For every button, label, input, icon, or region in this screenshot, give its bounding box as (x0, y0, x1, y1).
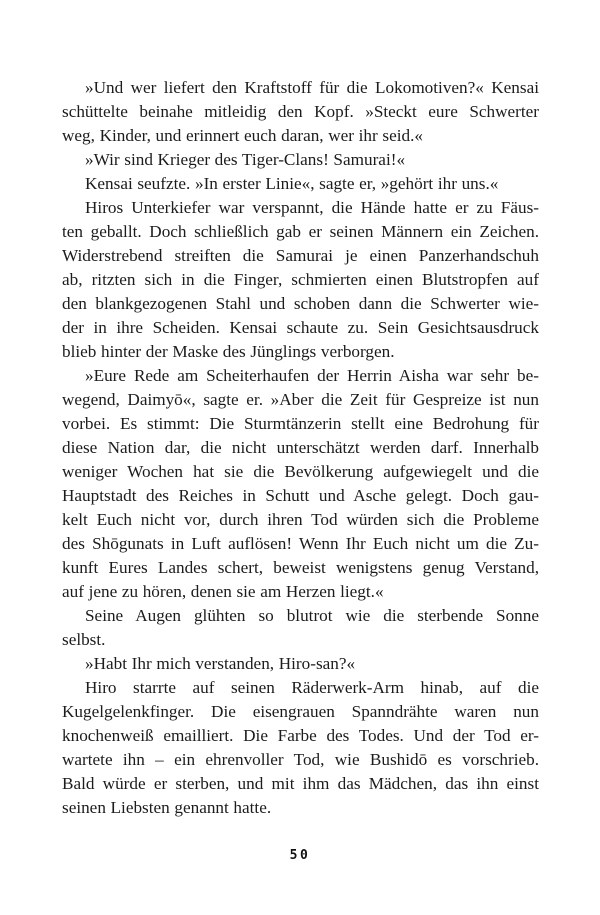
text-line: Kensai seufzte. »In erster Linie«, sagte er, »gehört ihr uns.« (85, 174, 499, 193)
body-text (62, 76, 539, 820)
paragraph (62, 604, 539, 652)
text-line: weg, Kinder, und erinnert euch daran, wer ihr seid.« (62, 126, 423, 145)
text-line: diese Nation dar, die nicht unterschätzt werden darf. Innerhalb (62, 438, 539, 457)
text-line: ten geballt. Doch schließlich gab er seinen Männern ein Zeichen. (62, 222, 539, 241)
text-line: des Shōgunats in Luft auflösen! Wenn Ihr Euch nicht um die Zu- (62, 534, 539, 553)
text-line: auf jene zu hören, denen sie am Herzen liegt.« (62, 582, 384, 601)
text-line: kunft Eures Landes schert, beweist wenigstens genug Verstand, (62, 558, 539, 577)
paragraph (62, 172, 539, 196)
text-line: weniger Wochen hat sie die Bevölkerung aufgewiegelt und die (62, 462, 539, 481)
text-line: seinen Liebsten genannt hatte. (62, 798, 272, 817)
text-line: kelt Euch nicht vor, durch ihren Tod würden sich die Probleme (62, 510, 539, 529)
text-line: »Eure Rede am Scheiterhaufen der Herrin Aisha war sehr be- (85, 366, 539, 385)
text-line: Hiro starrte auf seinen Räderwerk-Arm hinab, auf die (85, 678, 539, 697)
paragraph (62, 364, 539, 604)
text-line: schüttelte beinahe mitleidig den Kopf. »Steckt eure Schwerter (62, 102, 539, 121)
text-line: Kugelgelenkfinger. Die eisengrauen Spanndrähte waren nun (62, 702, 539, 721)
text-line: Hauptstadt des Reiches in Schutt und Asche gelegt. Doch gau- (62, 486, 539, 505)
text-line: Bald würde er sterben, und mit ihm das Mädchen, das ihn einst (62, 774, 539, 793)
text-line: »Wir sind Krieger des Tiger-Clans! Samurai!« (85, 150, 406, 169)
paragraph (62, 652, 539, 676)
text-line: »Und wer liefert den Kraftstoff für die Lokomotiven?« Kensai (85, 78, 539, 97)
text-line: »Habt Ihr mich verstanden, Hiro-san?« (85, 654, 356, 673)
text-line: Seine Augen glühten so blutrot wie die sterbende Sonne (85, 606, 539, 625)
text-line: knochenweiß emailliert. Die Farbe des Todes. Und der Tod er- (62, 726, 539, 745)
text-line: ab, ritzten sich in die Finger, schmierten einen Blutstropfen auf (62, 270, 539, 289)
text-line: wegend, Daimyō«, sagte er. »Aber die Zeit für Gespreize ist nun (62, 390, 539, 409)
paragraph (62, 196, 539, 364)
text-line: Hiros Unterkiefer war verspannt, die Hände hatte er zu Fäus- (85, 198, 539, 217)
text-line: wartete ihn – ein ehrenvoller Tod, wie Bushidō es vorschrieb. (62, 750, 539, 769)
page-number: 50 (289, 848, 311, 863)
text-line: der in ihre Scheiden. Kensai schaute zu. Sein Gesichtsausdruck (62, 318, 539, 337)
paragraph (62, 676, 539, 820)
text-line: vorbei. Es stimmt: Die Sturmtänzerin stellt eine Bedrohung für (62, 414, 539, 433)
text-line: Widerstrebend streiften die Samurai je einen Panzerhandschuh (62, 246, 539, 265)
text-line: den blankgezogenen Stahl und schoben dann die Schwerter wie- (62, 294, 539, 313)
paragraph (62, 76, 539, 148)
text-line: selbst. (62, 630, 106, 649)
text-line: blieb hinter der Maske des Jünglings verborgen. (62, 342, 395, 361)
paragraph (62, 148, 539, 172)
